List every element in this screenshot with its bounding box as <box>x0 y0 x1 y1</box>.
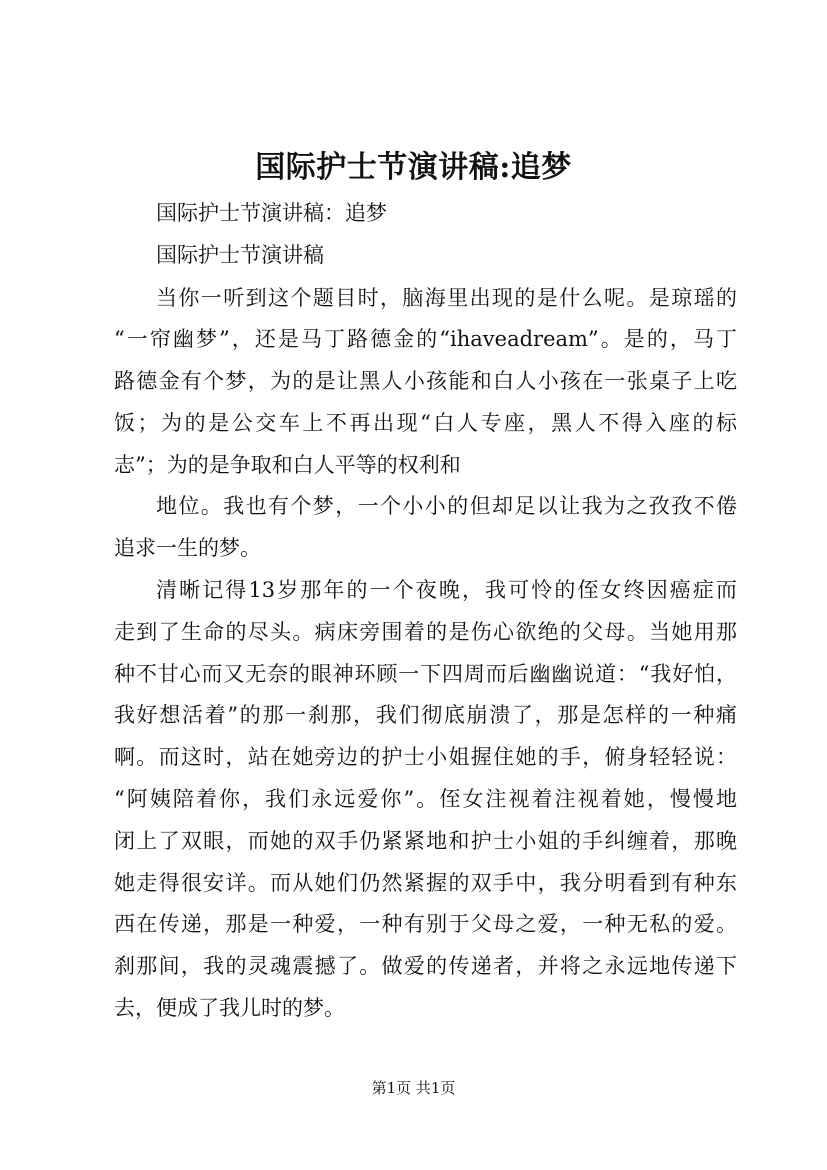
paragraph-3-line: 刹那间，我的灵魂震撼了。做爱的传递者，并将之永远地传递下 <box>114 954 737 978</box>
paragraph-1-line: 当你一听到这个题目时，脑海里出现的是什么呢。是琼瑶的 <box>156 286 737 310</box>
paragraph-3-line: 她走得很安详。而从她们仍然紧握的双手中，我分明看到有种东 <box>114 871 737 895</box>
paragraph-3-line: 西在传递，那是一种爱，一种有别于父母之爱，一种无私的爱。 <box>114 912 737 936</box>
subtitle-line-2: 国际护士节演讲稿 <box>156 243 324 267</box>
paragraph-3-line: 清晰记得13岁那年的一个夜晚，我可怜的侄女终因癌症而 <box>156 578 737 602</box>
paragraph-1-line: 饭；为的是公交车上不再出现“白人专座，黑人不得入座的标 <box>114 411 737 435</box>
paragraph-3-line: 走到了生命的尽头。病床旁围着的是伤心欲绝的父母。当她用那 <box>114 620 737 644</box>
paragraph-3-line: 我好想活着”的那一刹那，我们彻底崩溃了，那是怎样的一种痛 <box>114 703 737 727</box>
paragraph-1-line: 路德金有个梦，为的是让黑人小孩能和白人小孩在一张桌子上吃 <box>114 369 737 393</box>
paragraph-1-line: “一帘幽梦”，还是马丁路德金的“ihaveadream”。是的，马丁 <box>114 327 737 351</box>
paragraph-2-line: 地位。我也有个梦，一个小小的但却足以让我为之孜孜不倦 <box>156 494 737 518</box>
paragraph-3-line: 去，便成了我儿时的梦。 <box>114 996 345 1020</box>
paragraph-2-line: 追求一生的梦。 <box>114 536 261 560</box>
page-number-footer: 第1页 共1页 <box>371 1079 456 1097</box>
paragraph-3-line: “阿姨陪着你，我们永远爱你”。侄女注视着注视着她，慢慢地 <box>114 787 737 811</box>
document-title: 国际护士节演讲稿:追梦 <box>255 150 572 185</box>
paragraph-3-line: 种不甘心而又无奈的眼神环顾一下四周而后幽幽说道：“我好怕， <box>114 662 737 686</box>
paragraph-3-line: 闭上了双眼，而她的双手仍紧紧地和护士小姐的手纠缠着，那晚 <box>114 829 737 853</box>
paragraph-3-line: 啊。而这时，站在她旁边的护士小姐握住她的手，俯身轻轻说： <box>114 745 737 769</box>
subtitle-line-1: 国际护士节演讲稿：追梦 <box>156 201 387 225</box>
paragraph-1-line: 志”；为的是争取和白人平等的权利和 <box>114 453 461 477</box>
